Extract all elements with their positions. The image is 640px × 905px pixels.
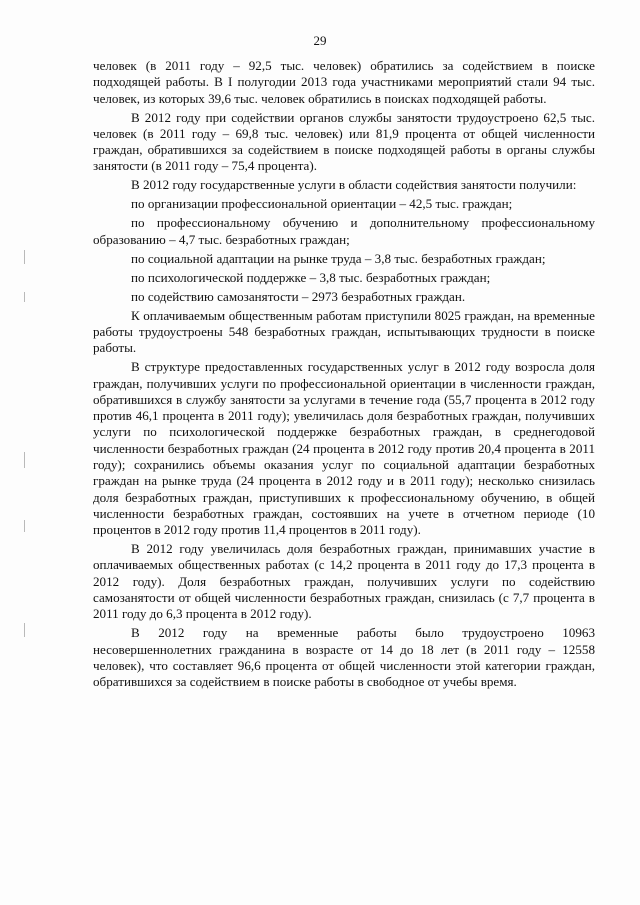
paragraph: В 2012 году при содействии органов службы занятости трудоустроено 62,5 тыс. человек (в 2011 году – 69,8 тыс. человек) или 81,9 процента от общей численности граждан, обратившихся за содействием в поиске подходящей работы в органы службы занятости (в 2011 году – 75,4 процента). [93,109,595,174]
paragraph: В 2012 году увеличилась доля безработных граждан, принимавших участие в оплачиваемых общественных работах (с 14,2 процента в 2011 году до 17,3 процента в 2012 году). Доля безработных граждан, получивших услуги по содействию самозанятости от общей численности безработных граждан, снизилась (с 7,7 процента в 2011 году до 6,3 процента в 2012 году). [93,541,595,622]
scan-margin-mark [24,292,25,302]
list-item: по содействию самозанятости – 2973 безработных граждан. [131,288,466,304]
scan-margin-mark [24,520,25,532]
page-number: 29 [313,33,327,48]
document-body [93,58,595,691]
scan-margin-mark [24,250,25,264]
list-item: по профессиональному обучению и дополнительному профессиональному образованию – 4,7 тыс. безработных граждан; [93,215,595,247]
paragraph: В 2012 году на временные работы было трудоустроено 10963 несовершеннолетних гражданина в возрасте от 14 до 18 лет (в 2011 году – 12558 человек), что составляет 96,6 процента от общей численности этой категории граждан, обратившихся за содействием в поиске работы в свободное от учебы время. [93,625,595,690]
list-item: по психологической поддержке – 3,8 тыс. безработных граждан; [131,269,491,285]
scan-margin-mark [24,623,25,637]
paragraph: В 2012 году государственные услуги в области содействия занятости получили: [131,177,577,193]
paragraph: человек (в 2011 году – 92,5 тыс. человек) обратились за содействием в поиске подходящей работы. В I полугодии 2013 года участниками мероприятий стали 94 тыс. человек, из которых 39,6 тыс. человек обратились в поисках подходящей работы. [93,58,595,106]
scan-margin-mark [24,452,25,468]
list-item: по организации профессиональной ориентации – 42,5 тыс. граждан; [131,196,513,212]
paragraph: К оплачиваемым общественным работам приступили 8025 граждан, на временные работы трудоустроены 548 безработных граждан, испытывающих трудности в поиске работы. [93,307,595,356]
paragraph: В структуре предоставленных государственных услуг в 2012 году возросла доля граждан, получивших услуги по профессиональной ориентации в численности граждан, обратившихся в службу занятости за услугами в течение года (55,7 процента в 2012 году против 46,1 процента в 2011 году); увеличилась доля безработных граждан, получивших услуги по психологической поддержке безработных граждан, в среднегодовой численности безработных граждан (24 процента в 2012 году против 20,4 процента в 2011 году); сохранились объемы оказания услуг по социальной адаптации безработных граждан на рынке труда (24 процента в 2012 году и в 2011 году); несколько снизилась доля безработных граждан, приступивших к профессиональному обучению, в общей численности безработных граждан, состоявших на учете в отчетном периоде (10 процентов в 2012 году против 11,4 процентов в 2011 году). [93,359,595,538]
list-item: по социальной адаптации на рынке труда – 3,8 тыс. безработных граждан; [131,250,546,266]
